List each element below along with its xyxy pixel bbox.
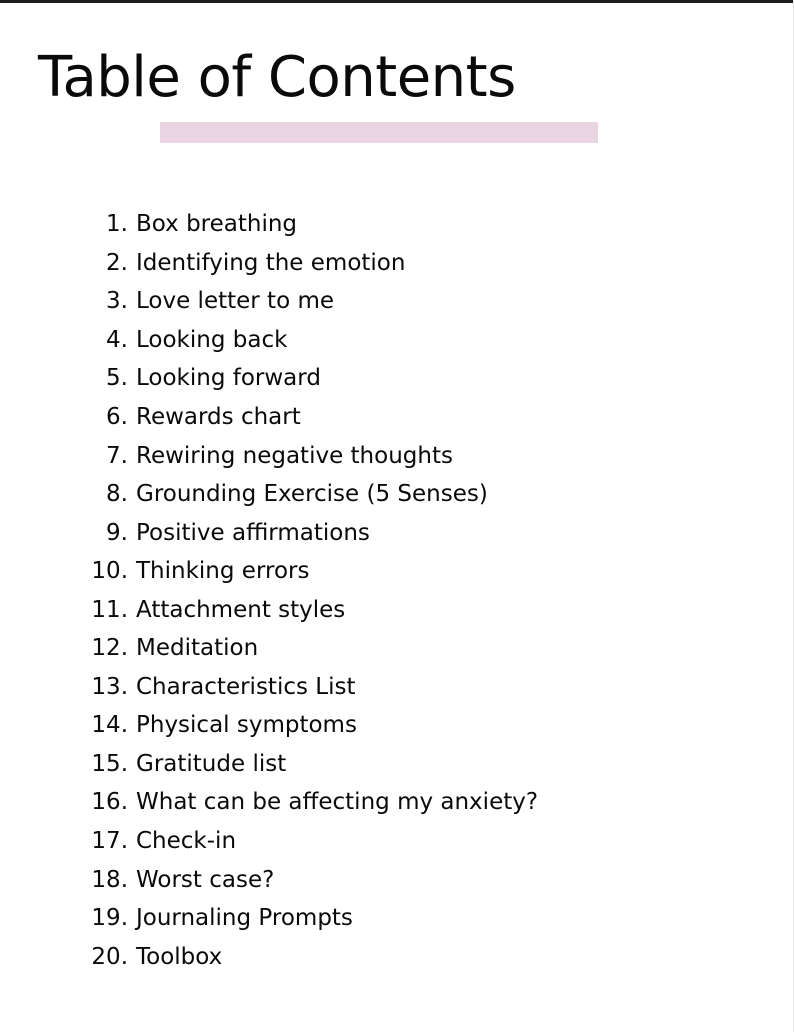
table-of-contents-list [60, 205, 538, 976]
toc-item [60, 706, 538, 745]
toc-item-number: 15. [91, 750, 128, 777]
toc-item [60, 398, 538, 437]
toc-item-number: 6. [106, 404, 128, 430]
toc-item-number: 18. [91, 866, 128, 893]
toc-item [60, 475, 538, 514]
toc-item-number: 12. [91, 635, 128, 662]
toc-item-title: What can be affecting my anxiety? [136, 789, 539, 816]
toc-item-number: 3. [106, 288, 128, 315]
toc-item-number: 16. [91, 789, 128, 816]
toc-item-title: Toolbox [136, 943, 223, 970]
toc-item-number: 5. [106, 365, 128, 392]
toc-item [60, 321, 538, 360]
toc-item-number: 14. [91, 712, 128, 739]
toc-item-title: Box breathing [136, 211, 298, 238]
toc-item-title: Characteristics List [136, 673, 356, 700]
toc-item-title: Looking forward [136, 365, 321, 392]
toc-item-number: 10. [91, 558, 128, 585]
toc-item [60, 783, 538, 822]
toc-item-number: 9. [106, 519, 128, 546]
title-underline-accent [160, 122, 598, 143]
toc-item-number: 17. [91, 828, 128, 855]
toc-item-number: 4. [106, 326, 128, 353]
toc-item [60, 668, 538, 707]
toc-item-title: Looking back [136, 326, 288, 353]
toc-item-title: Rewiring negative thoughts [136, 442, 453, 469]
toc-item [60, 822, 538, 861]
toc-item [60, 745, 538, 784]
toc-item-title: Thinking errors [136, 558, 310, 585]
toc-item-title: Identifying the emotion [136, 249, 406, 276]
toc-item-number: 2. [106, 249, 128, 276]
toc-item-title: Physical symptoms [136, 712, 357, 739]
toc-item-title: Positive affirmations [136, 519, 370, 546]
toc-item-title: Gratitude list [136, 750, 287, 777]
toc-item [60, 899, 538, 938]
toc-item-number: 20. [91, 943, 128, 970]
toc-item-title: Check-in [136, 828, 237, 855]
toc-item [60, 513, 538, 552]
toc-item-title: Attachment styles [136, 596, 346, 623]
toc-item-number: 7. [106, 442, 128, 469]
toc-item-title: Grounding Exercise (5 Senses) [136, 481, 488, 508]
toc-item-number: 13. [91, 673, 128, 700]
toc-item [60, 282, 538, 321]
toc-item-number: 19. [91, 905, 128, 932]
toc-item [60, 205, 538, 244]
toc-item-title: Journaling Prompts [136, 905, 353, 932]
toc-item-title: Rewards chart [136, 404, 301, 430]
toc-item-number: 11. [91, 596, 128, 623]
toc-item [60, 629, 538, 668]
toc-item [60, 937, 538, 976]
page-title: Table of Contents [38, 45, 516, 110]
toc-item-title: Worst case? [136, 866, 275, 893]
toc-item [60, 552, 538, 591]
toc-item [60, 244, 538, 283]
toc-item [60, 359, 538, 398]
toc-item-title: Love letter to me [136, 288, 335, 315]
toc-item-number: 8. [106, 481, 128, 508]
toc-item [60, 590, 538, 629]
toc-item-title: Meditation [136, 635, 259, 662]
toc-item [60, 860, 538, 899]
toc-item-number: 1. [106, 211, 128, 238]
toc-item [60, 436, 538, 475]
top-border [0, 0, 794, 3]
